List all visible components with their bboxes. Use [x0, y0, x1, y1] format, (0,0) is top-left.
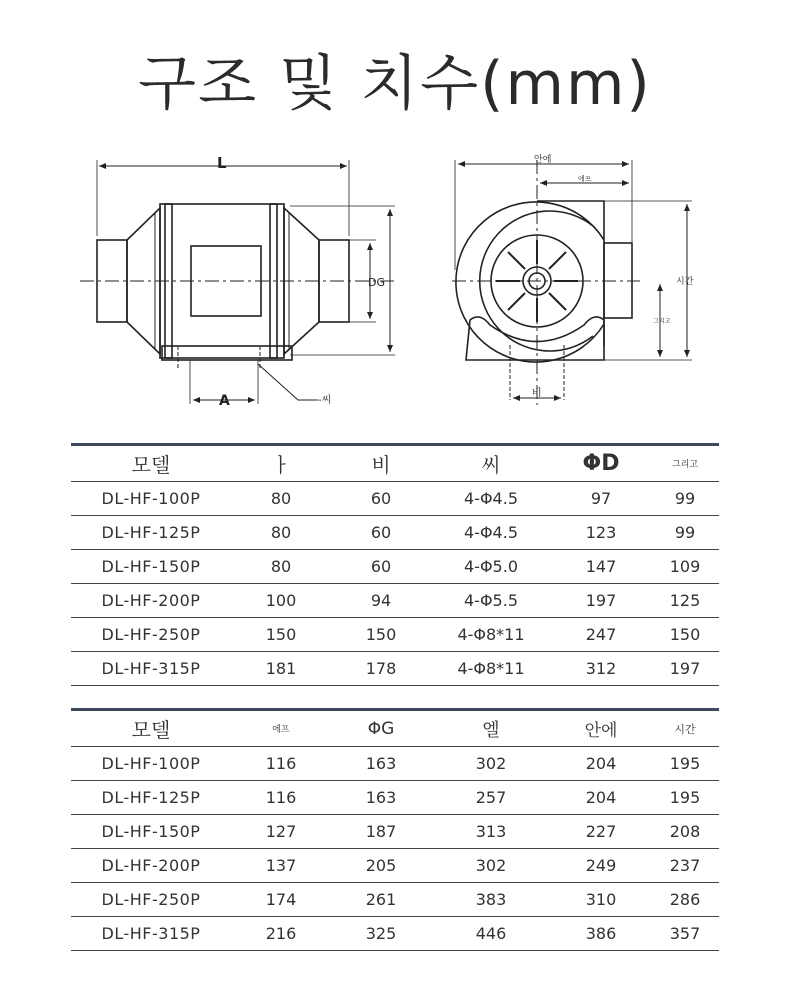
cell: 109 [651, 550, 719, 584]
cell-model: DL-HF-150P [71, 550, 231, 584]
cell: 178 [331, 652, 431, 686]
col-header-c: 씨 [431, 445, 551, 482]
cell: 195 [651, 781, 719, 815]
cell: 97 [551, 482, 651, 516]
cell: 257 [431, 781, 551, 815]
col-header-model: 모델 [71, 445, 231, 482]
cell: 150 [331, 618, 431, 652]
cell: 4-Φ5.5 [431, 584, 551, 618]
cell: 174 [231, 883, 331, 917]
table-row [71, 781, 719, 815]
cell: 302 [431, 747, 551, 781]
table-row [71, 652, 719, 686]
cell: 247 [551, 618, 651, 652]
cell: 312 [551, 652, 651, 686]
cell: 195 [651, 747, 719, 781]
col-header-w: 안에 [551, 710, 651, 747]
cell: 60 [331, 550, 431, 584]
col-header-b: 비 [331, 445, 431, 482]
cell: 286 [651, 883, 719, 917]
table-row [71, 849, 719, 883]
cell: 4-Φ8*11 [431, 618, 551, 652]
cell: 80 [231, 516, 331, 550]
col-header-a: ㅏ [231, 445, 331, 482]
col-header-f: 에프 [231, 710, 331, 747]
cell: 150 [651, 618, 719, 652]
cell: 197 [651, 652, 719, 686]
side-view [80, 160, 395, 404]
cell: 216 [231, 917, 331, 951]
cell: 4-Φ8*11 [431, 652, 551, 686]
cell: 249 [551, 849, 651, 883]
table-header-row [71, 445, 719, 482]
table-row [71, 482, 719, 516]
cell: 4-Φ5.0 [431, 550, 551, 584]
label-half: 그리고 [653, 318, 671, 325]
cell: 386 [551, 917, 651, 951]
page-title: 구조 및 치수(mm) [138, 49, 652, 119]
col-header-h: 시간 [651, 710, 719, 747]
cell: 60 [331, 482, 431, 516]
label-width: 안에 [534, 155, 552, 165]
table-row [71, 550, 719, 584]
cell: 302 [431, 849, 551, 883]
cell: 80 [231, 482, 331, 516]
cell: 163 [331, 747, 431, 781]
col-header-e: 그리고 [651, 445, 719, 482]
cell: 147 [551, 550, 651, 584]
cell: 100 [231, 584, 331, 618]
cell: 204 [551, 747, 651, 781]
cell-model: DL-HF-315P [71, 652, 231, 686]
spec-table-1 [71, 443, 719, 686]
cell: 4-Φ4.5 [431, 516, 551, 550]
dimension-drawing [0, 140, 790, 410]
col-header-l: 엘 [431, 710, 551, 747]
cell-model: DL-HF-200P [71, 849, 231, 883]
cell: 310 [551, 883, 651, 917]
cell: 357 [651, 917, 719, 951]
cell: 125 [651, 584, 719, 618]
cell: 204 [551, 781, 651, 815]
cell: 325 [331, 917, 431, 951]
cell-model: DL-HF-250P [71, 618, 231, 652]
cell: 313 [431, 815, 551, 849]
cell-model: DL-HF-150P [71, 815, 231, 849]
cell-model: DL-HF-200P [71, 584, 231, 618]
table-row [71, 747, 719, 781]
cell-model: DL-HF-100P [71, 482, 231, 516]
cell: 99 [651, 516, 719, 550]
table-header-row [71, 710, 719, 747]
cell: 197 [551, 584, 651, 618]
table-row [71, 917, 719, 951]
cell-model: DL-HF-100P [71, 747, 231, 781]
label-C: -씨 [318, 395, 332, 406]
label-L: L [217, 154, 227, 172]
cell: 205 [331, 849, 431, 883]
cell: 163 [331, 781, 431, 815]
table-row [71, 883, 719, 917]
label-height: 시간 [676, 277, 694, 287]
cell: 261 [331, 883, 431, 917]
table-row [71, 516, 719, 550]
cell: 116 [231, 781, 331, 815]
col-header-g: ΦG [331, 710, 431, 747]
cell-model: DL-HF-250P [71, 883, 231, 917]
col-header-model: 모델 [71, 710, 231, 747]
table-row [71, 618, 719, 652]
label-DG: DG [368, 276, 385, 289]
cell: 94 [331, 584, 431, 618]
cell: 60 [331, 516, 431, 550]
cell: 181 [231, 652, 331, 686]
spec-table-2 [71, 708, 719, 951]
label-A: A [219, 393, 230, 409]
label-B: 비 [532, 388, 542, 399]
cell: 99 [651, 482, 719, 516]
cell: 187 [331, 815, 431, 849]
table-row [71, 815, 719, 849]
cell-model: DL-HF-315P [71, 917, 231, 951]
cell: 137 [231, 849, 331, 883]
front-view [452, 160, 692, 405]
cell-model: DL-HF-125P [71, 516, 231, 550]
cell: 227 [551, 815, 651, 849]
cell: 80 [231, 550, 331, 584]
cell: 446 [431, 917, 551, 951]
cell: 208 [651, 815, 719, 849]
cell: 150 [231, 618, 331, 652]
cell: 123 [551, 516, 651, 550]
col-header-d: ΦD [551, 445, 651, 482]
cell: 127 [231, 815, 331, 849]
cell: 237 [651, 849, 719, 883]
table-row [71, 584, 719, 618]
cell: 4-Φ4.5 [431, 482, 551, 516]
cell: 383 [431, 883, 551, 917]
cell: 116 [231, 747, 331, 781]
label-depth: 에프 [578, 175, 592, 183]
cell-model: DL-HF-125P [71, 781, 231, 815]
